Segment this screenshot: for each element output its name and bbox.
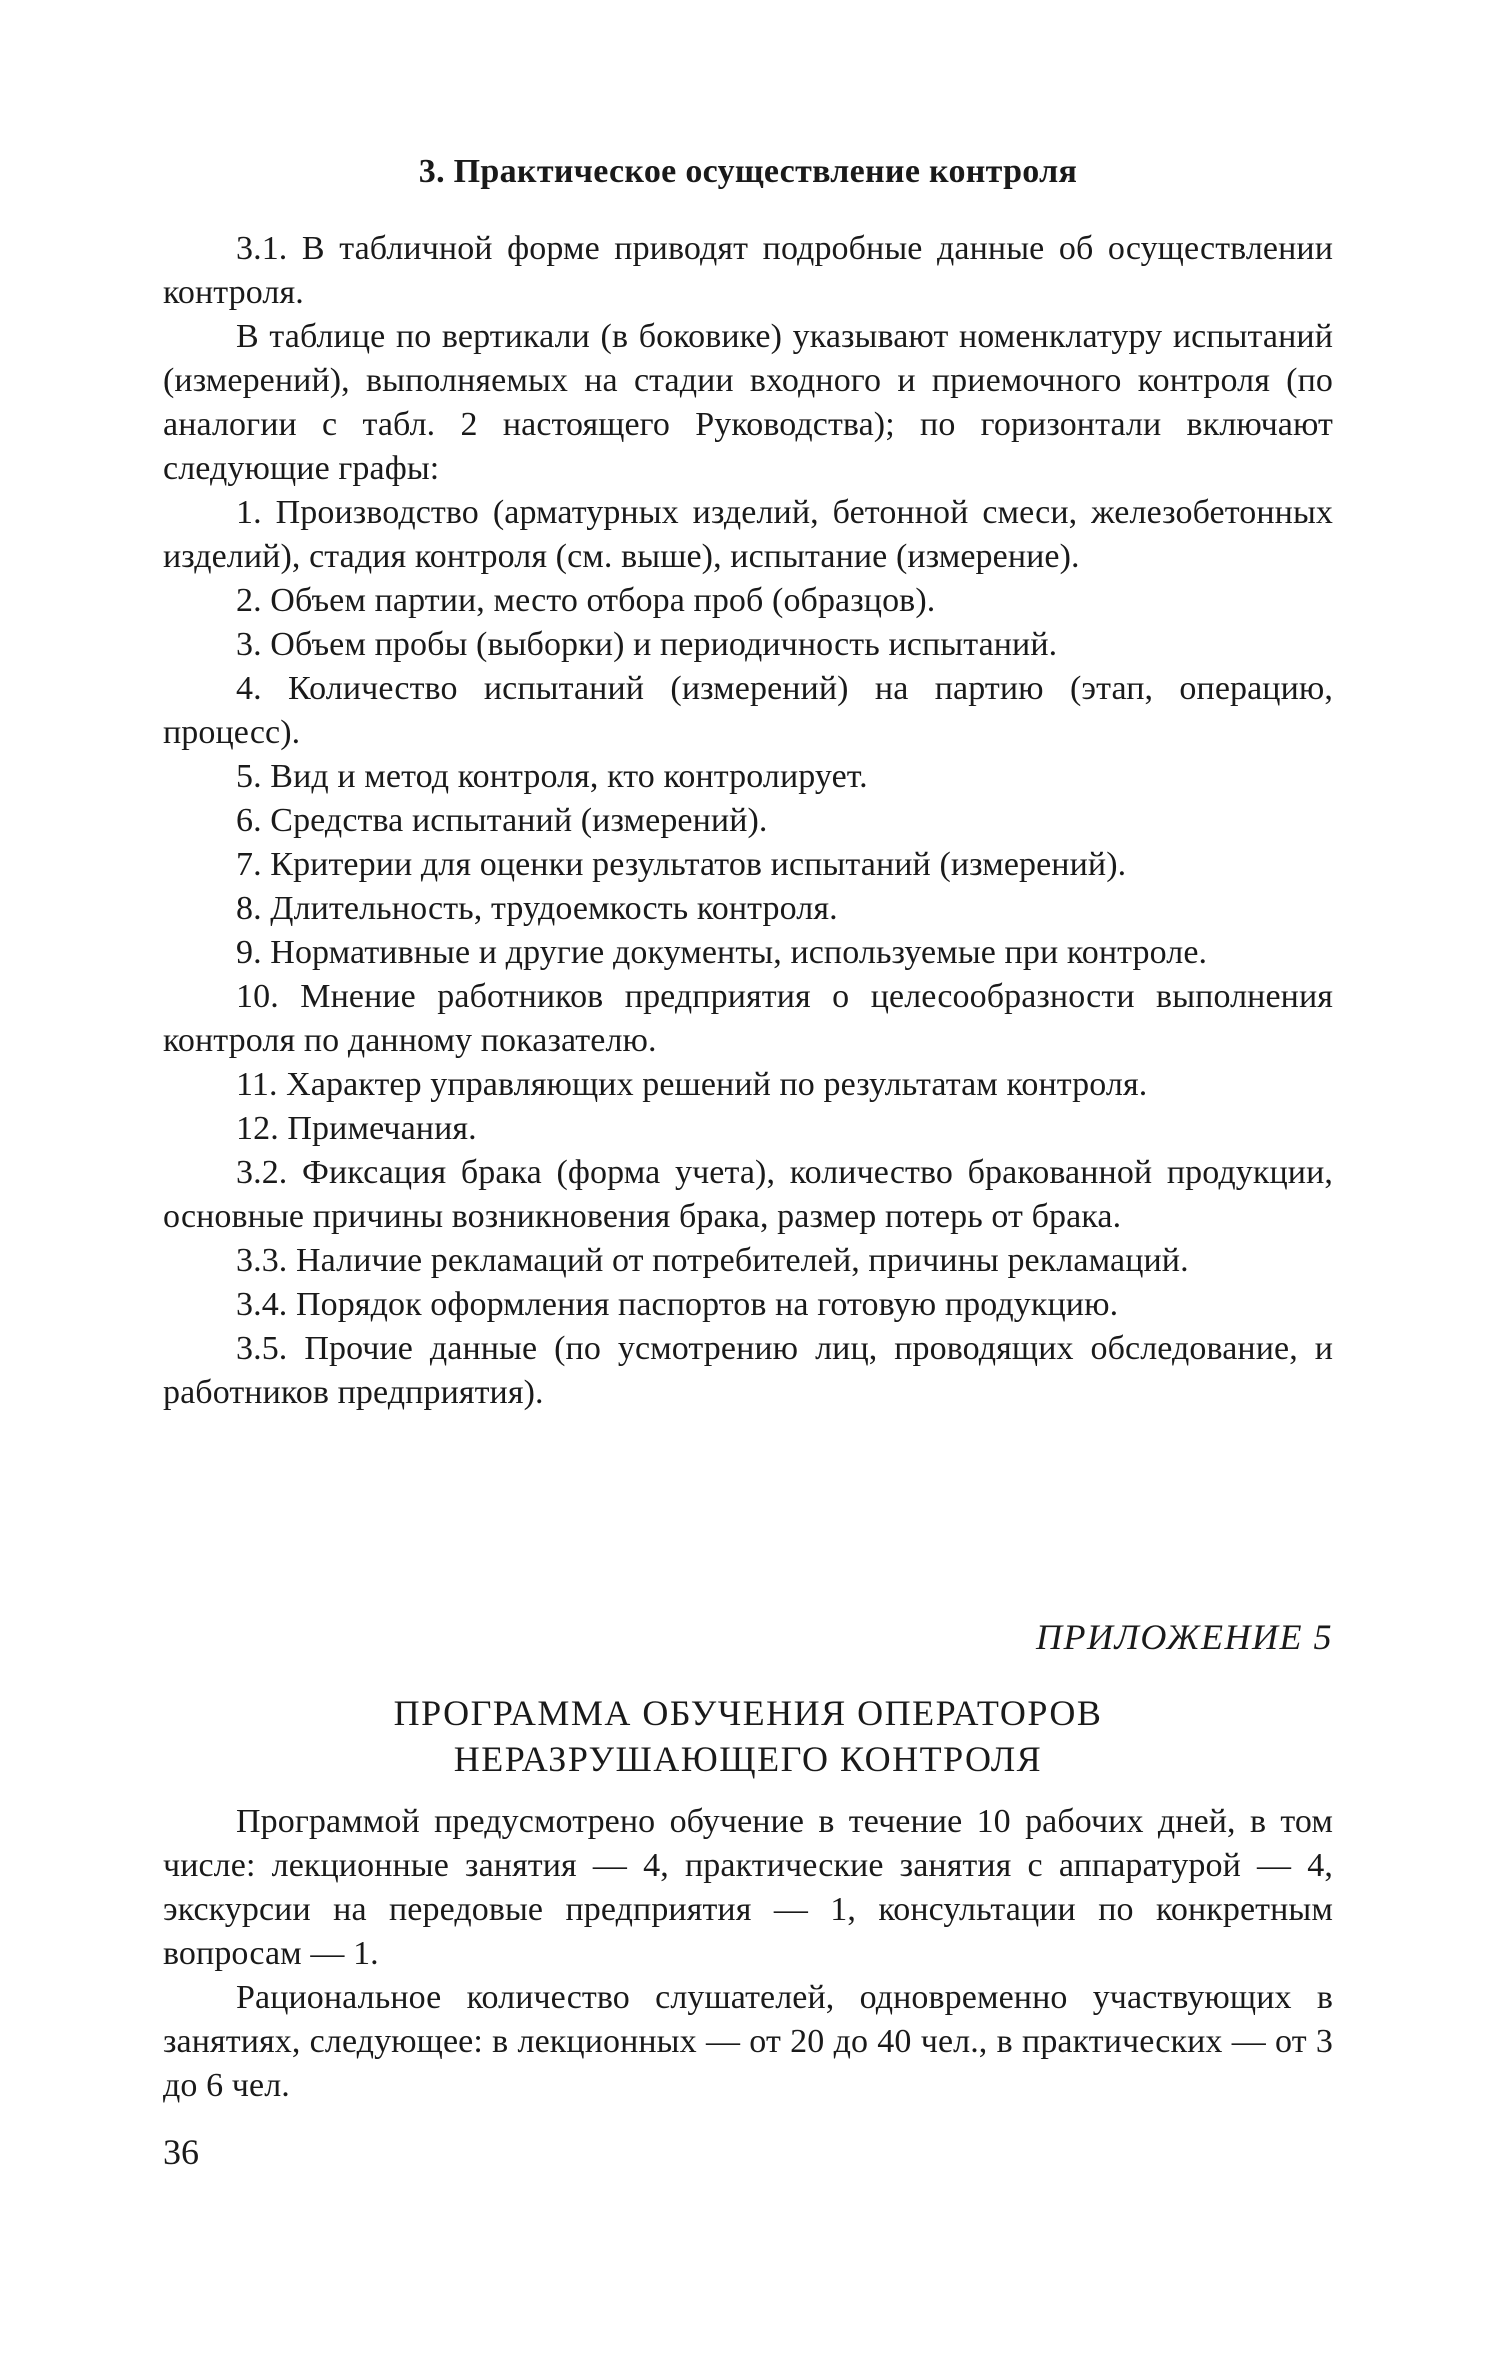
list-item-10: 10. Мнение работников предприятия о целесообразности выполнения контроля по данному показателю. xyxy=(163,978,1333,1059)
list-item-2: 2. Объем партии, место отбора проб (образцов). xyxy=(236,582,936,619)
list-item-6: 6. Средства испытаний (измерений). xyxy=(236,802,768,839)
paragraph-table-description: В таблице по вертикали (в боковике) указывают номенклатуру испытаний (измерений), выполняемых на стадии входного и приемочного контроля (по аналогии с табл. 2 настоящего Руководства); по горизонтали включают следующие графы: xyxy=(163,318,1333,487)
appendix-title xyxy=(163,1690,1333,1782)
appendix-body xyxy=(163,1800,1333,2108)
appendix-label: ПРИЛОЖЕНИЕ 5 xyxy=(1036,1617,1333,1657)
appendix-title-line-1: ПРОГРАММА ОБУЧЕНИЯ ОПЕРАТОРОВ xyxy=(393,1693,1103,1733)
section-title: 3. Практическое осуществление контроля xyxy=(418,153,1078,190)
section-body xyxy=(163,227,1333,1415)
list-item-1: 1. Производство (арматурных изделий, бетонной смеси, железобетонных изделий), стадия контроля (см. выше), испытание (измерение). xyxy=(163,494,1333,575)
list-item-11: 11. Характер управляющих решений по результатам контроля. xyxy=(236,1066,1148,1103)
appendix-paragraph-students: Рациональное количество слушателей, одновременно участвующих в занятиях, следующее: в лекционных — от 20 до 40 чел., в практических — от 3 до 6 чел. xyxy=(163,1979,1333,2104)
list-item-12: 12. Примечания. xyxy=(236,1110,477,1147)
appendix-title-line-2: НЕРАЗРУШАЮЩЕГО КОНТРОЛЯ xyxy=(453,1739,1043,1779)
list-item-9: 9. Нормативные и другие документы, используемые при контроле. xyxy=(236,934,1208,971)
paragraph-3-5: 3.5. Прочие данные (по усмотрению лиц, проводящих обследование, и работников предприятия). xyxy=(163,1330,1333,1411)
list-item-3: 3. Объем пробы (выборки) и периодичность испытаний. xyxy=(236,626,1058,663)
list-item-4: 4. Количество испытаний (измерений) на партию (этап, операцию, процесс). xyxy=(163,670,1333,751)
paragraph-3-2: 3.2. Фиксация брака (форма учета), количество бракованной продукции, основные причины возникновения брака, размер потерь от брака. xyxy=(163,1154,1333,1235)
appendix-paragraph-program: Программой предусмотрено обучение в течение 10 рабочих дней, в том числе: лекционные занятия — 4, практические занятия с аппаратурой — 4, экскурсии на передовые предприятия — 1, консультации по конкретным вопросам — 1. xyxy=(163,1803,1333,1972)
list-item-5: 5. Вид и метод контроля, кто контролирует. xyxy=(236,758,868,795)
paragraph-3-4: 3.4. Порядок оформления паспортов на готовую продукцию. xyxy=(236,1286,1119,1323)
list-item-7: 7. Критерии для оценки результатов испытаний (измерений). xyxy=(236,846,1127,883)
paragraph-3-1: 3.1. В табличной форме приводят подробные данные об осуществлении контроля. xyxy=(163,230,1333,311)
paragraph-3-3: 3.3. Наличие рекламаций от потребителей, причины рекламаций. xyxy=(236,1242,1189,1279)
list-item-8: 8. Длительность, трудоемкость контроля. xyxy=(236,890,838,927)
page-number: 36 xyxy=(163,2132,199,2172)
